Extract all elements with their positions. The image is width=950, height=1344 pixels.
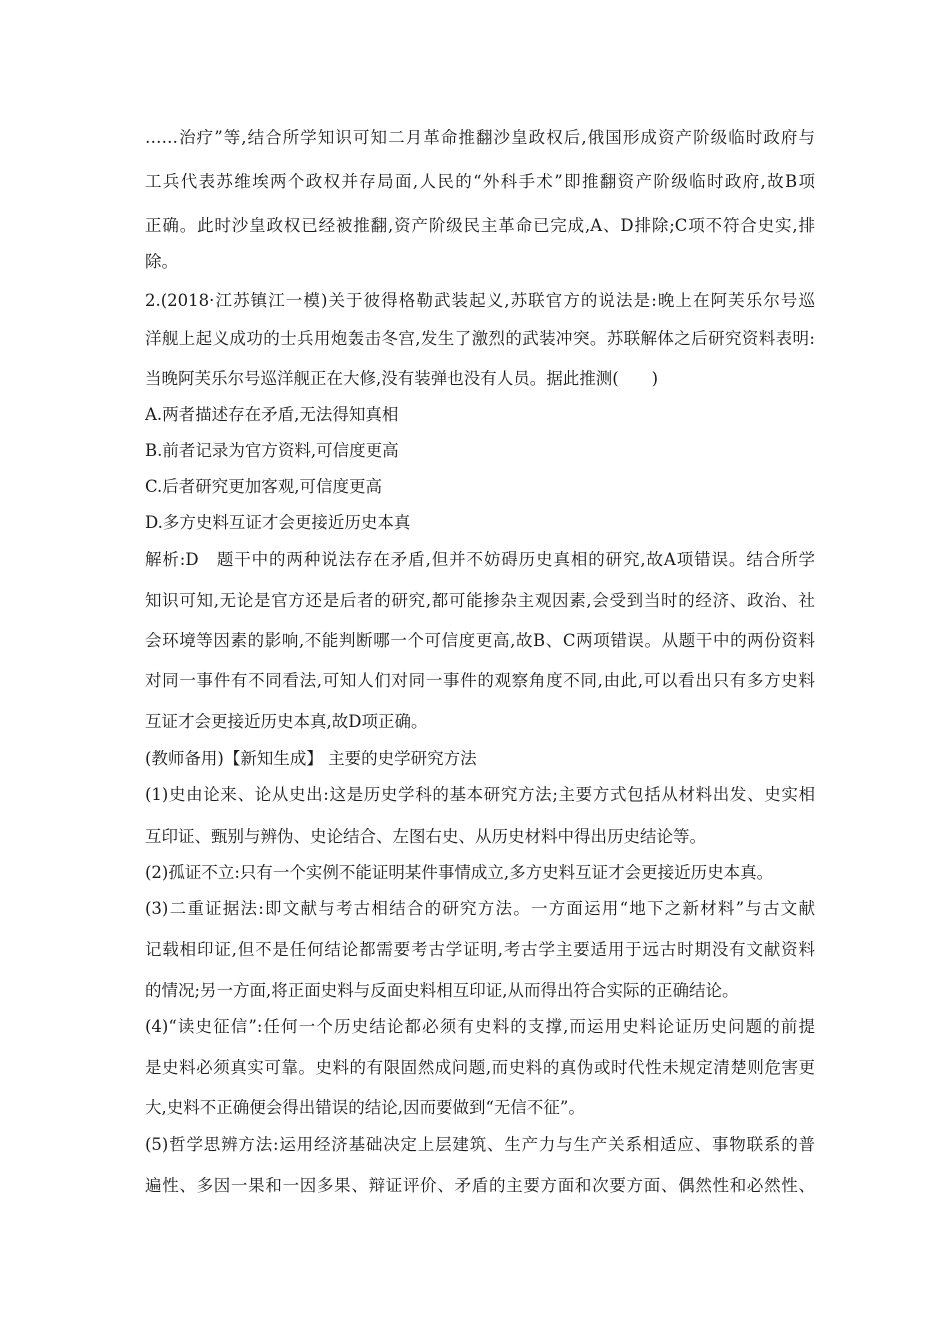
method-line: 遍性、多因一果和一因多果、辩证评价、矛盾的主要方面和次要方面、偶然性和必然性、: [145, 1176, 815, 1195]
text-line: 正确。此时沙皇政权已经被推翻,资产阶级民主革命已完成,A、D排除;C项不符合史实,排: [145, 216, 815, 235]
analysis-line: 知识可知,无论是官方还是后者的研究,都可能掺杂主观因素,会受到当时的经济、政治、社: [145, 591, 815, 610]
method-line: 大,史料不正确便会得出错误的结论,因而要做到“无信不征”。: [145, 1098, 585, 1117]
method-line: 记载相印证,但不是任何结论都需要考古学证明,考古学主要适用于远古时期没有文献资料: [145, 940, 815, 959]
analysis-line: 解析:D 题干中的两种说法存在矛盾,但并不妨碍历史真相的研究,故A项错误。结合所学: [145, 550, 815, 569]
analysis-line: 对同一事件有不同看法,可知人们对同一事件的观察角度不同,由此,可以看出只有多方史料: [145, 671, 815, 690]
method-line: (1)史由论来、论从史出:这是历史学科的基本研究方法;主要方式包括从材料出发、史实相: [145, 785, 815, 804]
method-line: (3)二重证据法:即文献与考古相结合的研究方法。一方面运用“地下之新材料”与古文献: [145, 899, 815, 918]
method-line: (4)“读史征信”:任何一个历史结论都必须有史料的支撑,而运用史料论证历史问题的前提: [145, 1017, 815, 1036]
method-line: 的情况;另一方面,将正面史料与反面史料相互印证,从而得出符合实际的正确结论。: [145, 981, 739, 1000]
method-line: 是史料必须真实可靠。史料的有限固然成问题,而史料的真伪或时代性未规定清楚则危害更: [145, 1058, 815, 1077]
question-stem-line: 当晚阿芙乐尔号巡洋舰正在大修,没有装弹也没有人员。据此推测( ): [145, 369, 659, 388]
option-a: A.两者描述存在矛盾,无法得知真相: [145, 405, 399, 424]
option-b: B.前者记录为官方资料,可信度更高: [145, 441, 399, 460]
analysis-line: 会环境等因素的影响,不能判断哪一个可信度更高,故B、C两项错误。从题干中的两份资料: [145, 631, 815, 650]
method-line: 互印证、甄别与辨伪、史论结合、左图右史、从历史材料中得出历史结论等。: [145, 827, 706, 846]
method-line: (5)哲学思辨方法:运用经济基础决定上层建筑、生产力与生产关系相适应、事物联系的普: [145, 1135, 815, 1154]
option-d: D.多方史料互证才会更接近历史本真: [145, 513, 411, 532]
analysis-line: 互证才会更接近历史本真,故D项正确。: [145, 712, 428, 731]
section-heading: (教师备用)【新知生成】 主要的史学研究方法: [145, 749, 477, 768]
question-stem-line: 2.(2018·江苏镇江一模)关于彼得格勒武装起义,苏联官方的说法是:晚上在阿芙乐尔号巡: [145, 291, 815, 310]
text-line: ……治疗”等,结合所学知识可知二月革命推翻沙皇政权后,俄国形成资产阶级临时政府与: [145, 128, 815, 147]
method-line: (2)孤证不立:只有一个实例不能证明某件事情成立,多方史料互证才会更接近历史本真。: [145, 863, 774, 882]
text-line: 除。: [145, 252, 178, 271]
question-stem-line: 洋舰上起义成功的士兵用炮轰击冬宫,发生了激烈的武装冲突。苏联解体之后研究资料表明:: [145, 329, 815, 348]
text-line: 工兵代表苏维埃两个政权并存局面,人民的“外科手术”即推翻资产阶级临时政府,故B项: [145, 172, 815, 191]
option-c: C.后者研究更加客观,可信度更高: [145, 477, 383, 496]
